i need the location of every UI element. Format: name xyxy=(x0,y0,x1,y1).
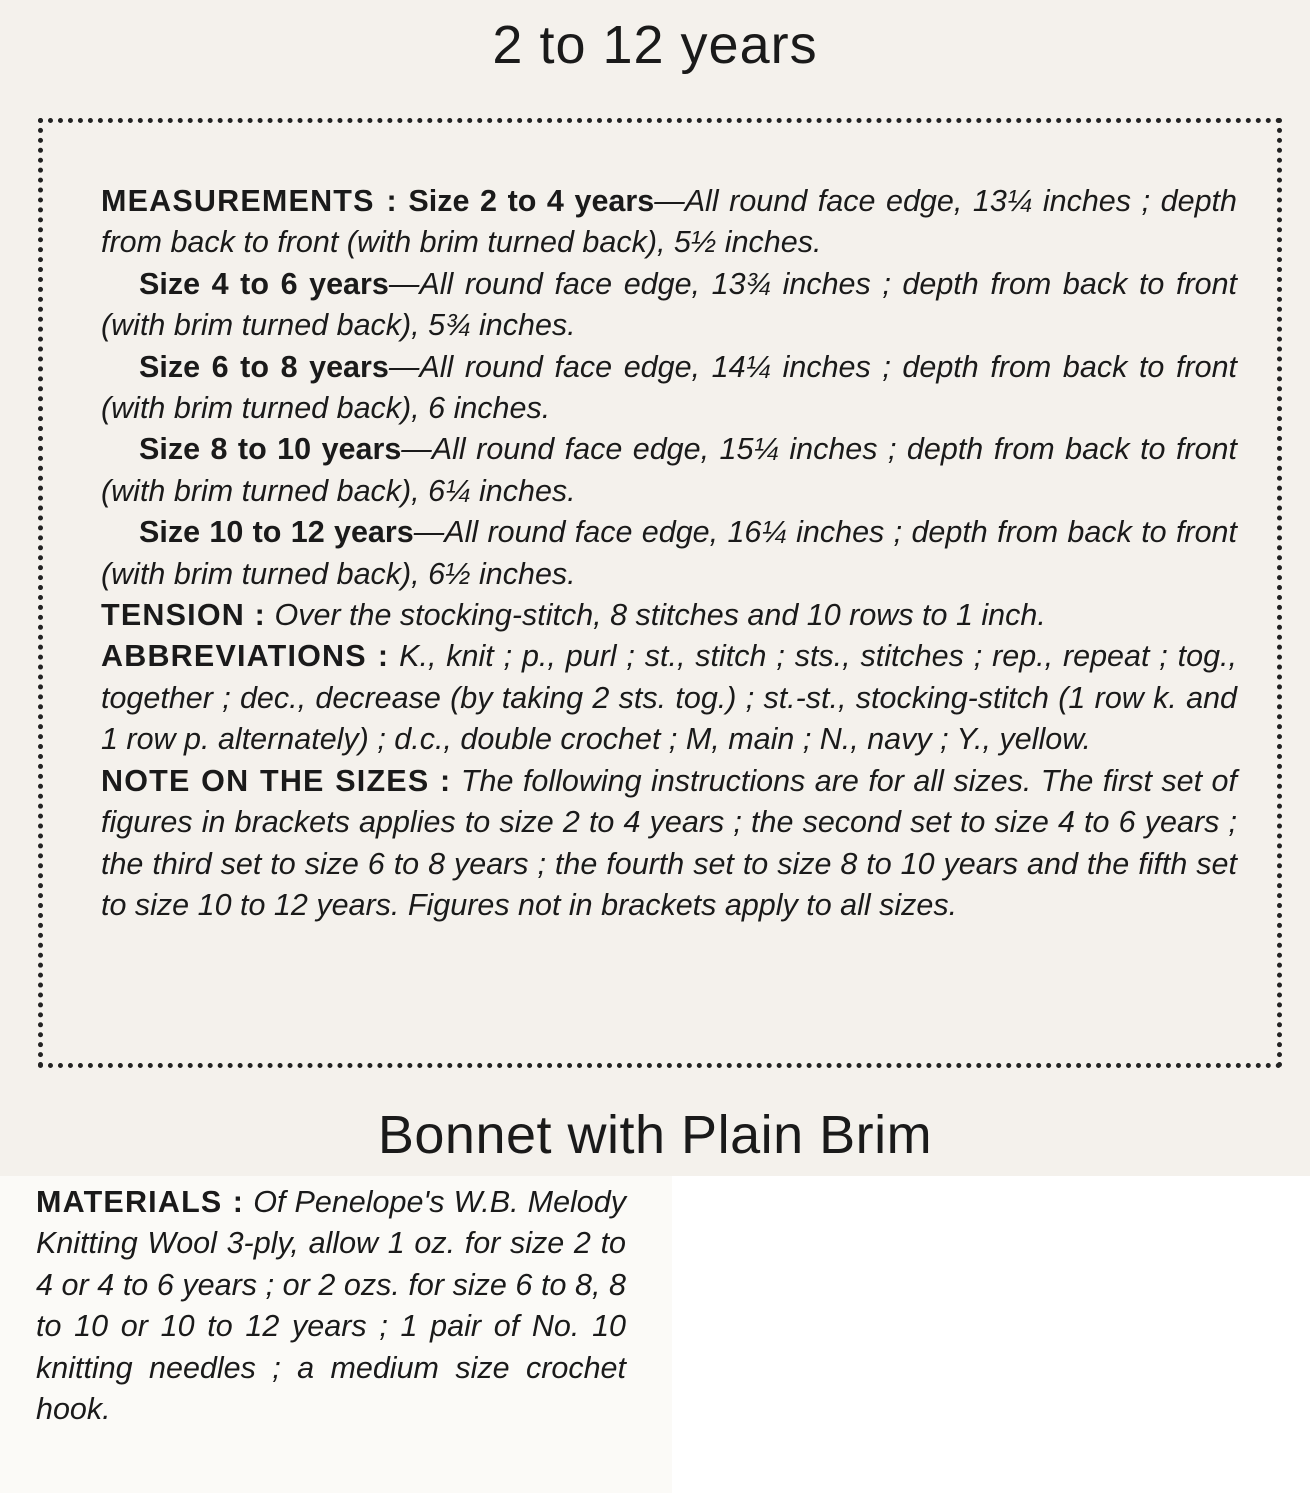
page-title: 2 to 12 years xyxy=(492,15,818,75)
size-paragraph xyxy=(101,512,1237,595)
note-text: The following instructions are for all sizes. The first set of figures in brackets applies to size 2 to 4 years ; the second set to size 4 to 6 years ; the third set to size 6 to 8 years ; the fourth set to size 8 to 10 years and the fifth set to size 10 to 12 years. Figures not in brackets apply to all sizes. xyxy=(101,763,1237,922)
materials-heading: MATERIALS : xyxy=(36,1185,245,1219)
tension-paragraph xyxy=(101,595,1237,636)
instructions-box xyxy=(38,118,1282,1068)
size-label: Size 2 to 4 years xyxy=(408,184,655,218)
size-text: —All round face edge, 15¼ inches ; depth from back to front (with brim turned back), 6¼ inches. xyxy=(101,432,1237,508)
abbreviations-paragraph xyxy=(101,636,1237,760)
size-label: Size 8 to 10 years xyxy=(139,432,402,467)
materials-section xyxy=(0,1176,672,1493)
size-paragraph xyxy=(101,347,1237,430)
measurements-paragraph xyxy=(101,181,1237,264)
tension-text: Over the stocking-stitch, 8 stitches and 10 rows to 1 inch. xyxy=(274,598,1046,633)
size-label: Size 4 to 6 years xyxy=(139,266,389,301)
blank-area xyxy=(672,1176,1310,1493)
size-text: —All round face edge, 13¼ inches ; depth from back to front (with brim turned back), 5½ inches. xyxy=(101,184,1237,260)
section-title: Bonnet with Plain Brim xyxy=(377,1105,933,1165)
size-paragraph xyxy=(101,429,1237,512)
instructions-content xyxy=(101,181,1237,926)
size-label: Size 6 to 8 years xyxy=(139,349,389,384)
size-text: —All round face edge, 14¼ inches ; depth from back to front (with brim turned back), 6 inches. xyxy=(101,349,1238,426)
abbreviations-heading: ABBREVIATIONS : xyxy=(101,639,390,674)
materials-paragraph xyxy=(36,1182,626,1430)
note-heading: NOTE ON THE SIZES : xyxy=(101,763,452,798)
materials-text: Of Penelope's W.B. Melody Knitting Wool 3-ply, allow 1 oz. for size 2 to 4 or 4 to 6 years ; or 2 ozs. for size 6 to 8, 8 to 10 or 10 to 12 years ; 1 pair of No. 10 knitting needles ; a medium size crochet hook. xyxy=(36,1185,626,1427)
size-label: Size 10 to 12 years xyxy=(139,515,414,550)
size-paragraph xyxy=(101,264,1237,347)
measurements-heading: MEASUREMENTS : xyxy=(101,184,398,218)
size-text: —All round face edge, 16¼ inches ; depth from back to front (with brim turned back), 6½ inches. xyxy=(101,515,1237,591)
size-text: —All round face edge, 13¾ inches ; depth from back to front (with brim turned back), 5¾ inches. xyxy=(101,266,1238,343)
note-paragraph xyxy=(101,761,1237,927)
tension-heading: TENSION : xyxy=(101,598,266,633)
abbreviations-text: K., knit ; p., purl ; st., stitch ; sts., stitches ; rep., repeat ; tog., together ; dec., decrease (by taking 2 sts. tog.) ; st.-st., stocking-stitch (1 row k. and 1 row p. alternately) ; d.c., double crochet ; M, main ; N., navy ; Y., yellow. xyxy=(101,639,1237,757)
